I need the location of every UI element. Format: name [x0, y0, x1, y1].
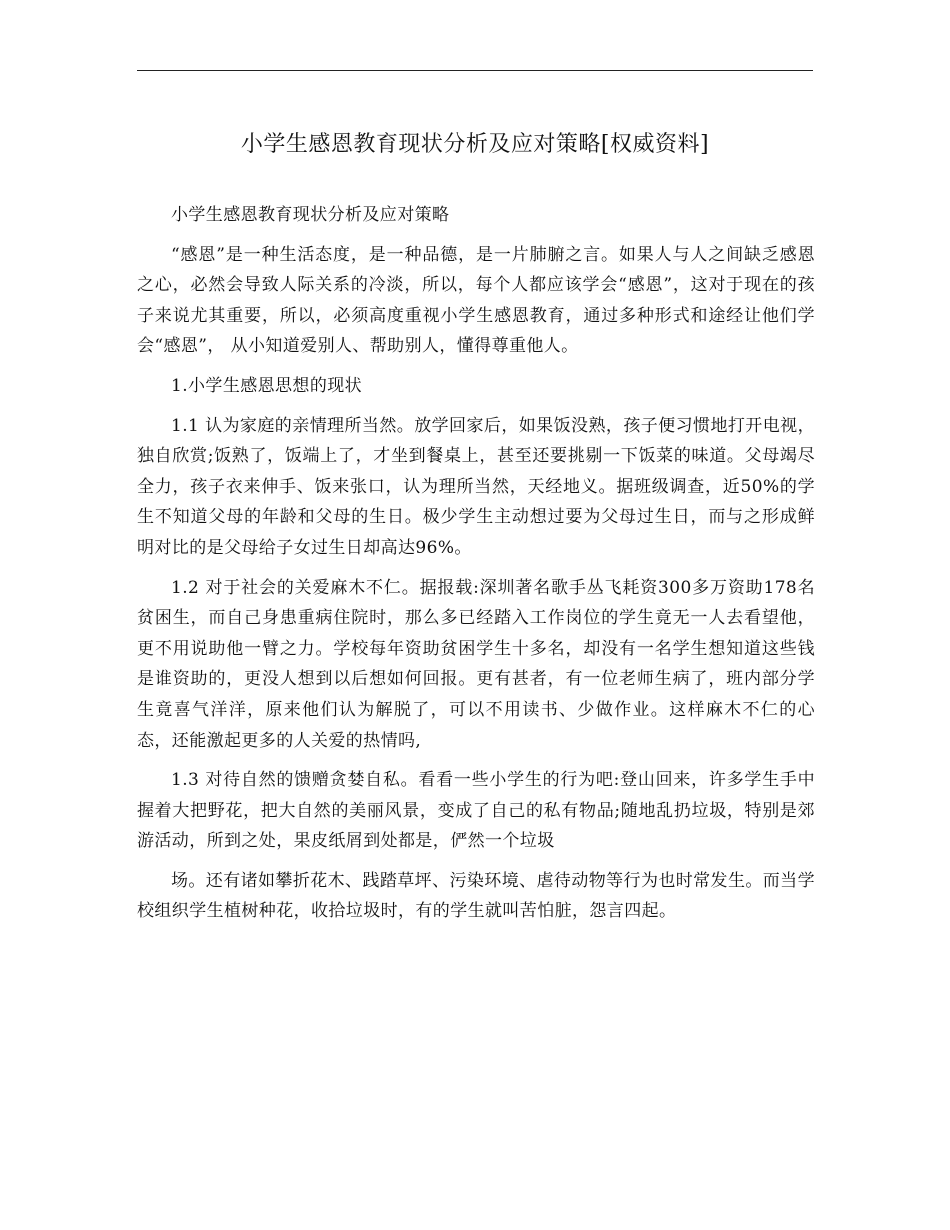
intro-paragraph: “感恩”是一种生活态度，是一种品德，是一片肺腑之言。如果人与人之间缺乏感恩之心，必然会导致人际关系的冷淡，所以，每个人都应该学会“感恩”，这对于现在的孩子来说尤其重要，所以，必须高度重视小学生感恩教育，通过多种形式和途经让他们学会“感恩”， 从小知道爱别人、帮助别人，懂得尊重他人。: [137, 244, 815, 357]
section-1-3-paragraph: 1.3 对待自然的馈赠贪婪自私。看看一些小学生的行为吧:登山回来，许多学生手中握着大把野花，把大自然的美丽风景，变成了自己的私有物品;随地乱扔垃圾，特别是郊游活动，所到之处，果皮纸屑到处都是，俨然一个垃圾: [137, 770, 815, 852]
header-rule: [137, 70, 813, 71]
document-title: 小学生感恩教育现状分析及应对策略[权威资料]: [240, 132, 710, 157]
section-heading: 1.小学生感恩思想的现状: [171, 375, 363, 396]
subtitle-paragraph: 小学生感恩教育现状分析及应对策略: [171, 205, 450, 225]
continuation-paragraph: 场。还有诸如攀折花木、践踏草坪、污染环境、虐待动物等行为也时常发生。而当学校组织学生植树种花，收拾垃圾时，有的学生就叫苦怕脏，怨言四起。: [137, 870, 815, 922]
section-1-2-paragraph: 1.2 对于社会的关爱麻木不仁。据报载:深圳著名歌手丛飞耗资300多万资助178名贫困生，而自己身患重病住院时，那么多已经踏入工作岗位的学生竟无一人去看望他，更不用说助他一臂之力。学校每年资助贫困学生十多名，却没有一名学生想知道这些钱是谁资助的，更没人想到以后想如何回报。更有甚者，有一位老师生病了，班内部分学生竟喜气洋洋，原来他们认为解脱了，可以不用读书、少做作业。这样麻木不仁的心态，还能激起更多的人关爱的热情吗,: [137, 577, 815, 751]
document-body: [137, 200, 815, 927]
section-1-1-paragraph: 1.1 认为家庭的亲情理所当然。放学回家后，如果饭没熟，孩子便习惯地打开电视，独自欣赏;饭熟了，饭端上了，才坐到餐桌上，甚至还要挑剔一下饭菜的味道。父母竭尽全力，孩子衣来伸手、饭来张口，认为理所当然，天经地义。据班级调查，近50%的学生不知道父母的年龄和父母的生日。极少学生主动想过要为父母过生日，而与之形成鲜明对比的是父母给子女过生日却高达96%。: [137, 415, 815, 558]
